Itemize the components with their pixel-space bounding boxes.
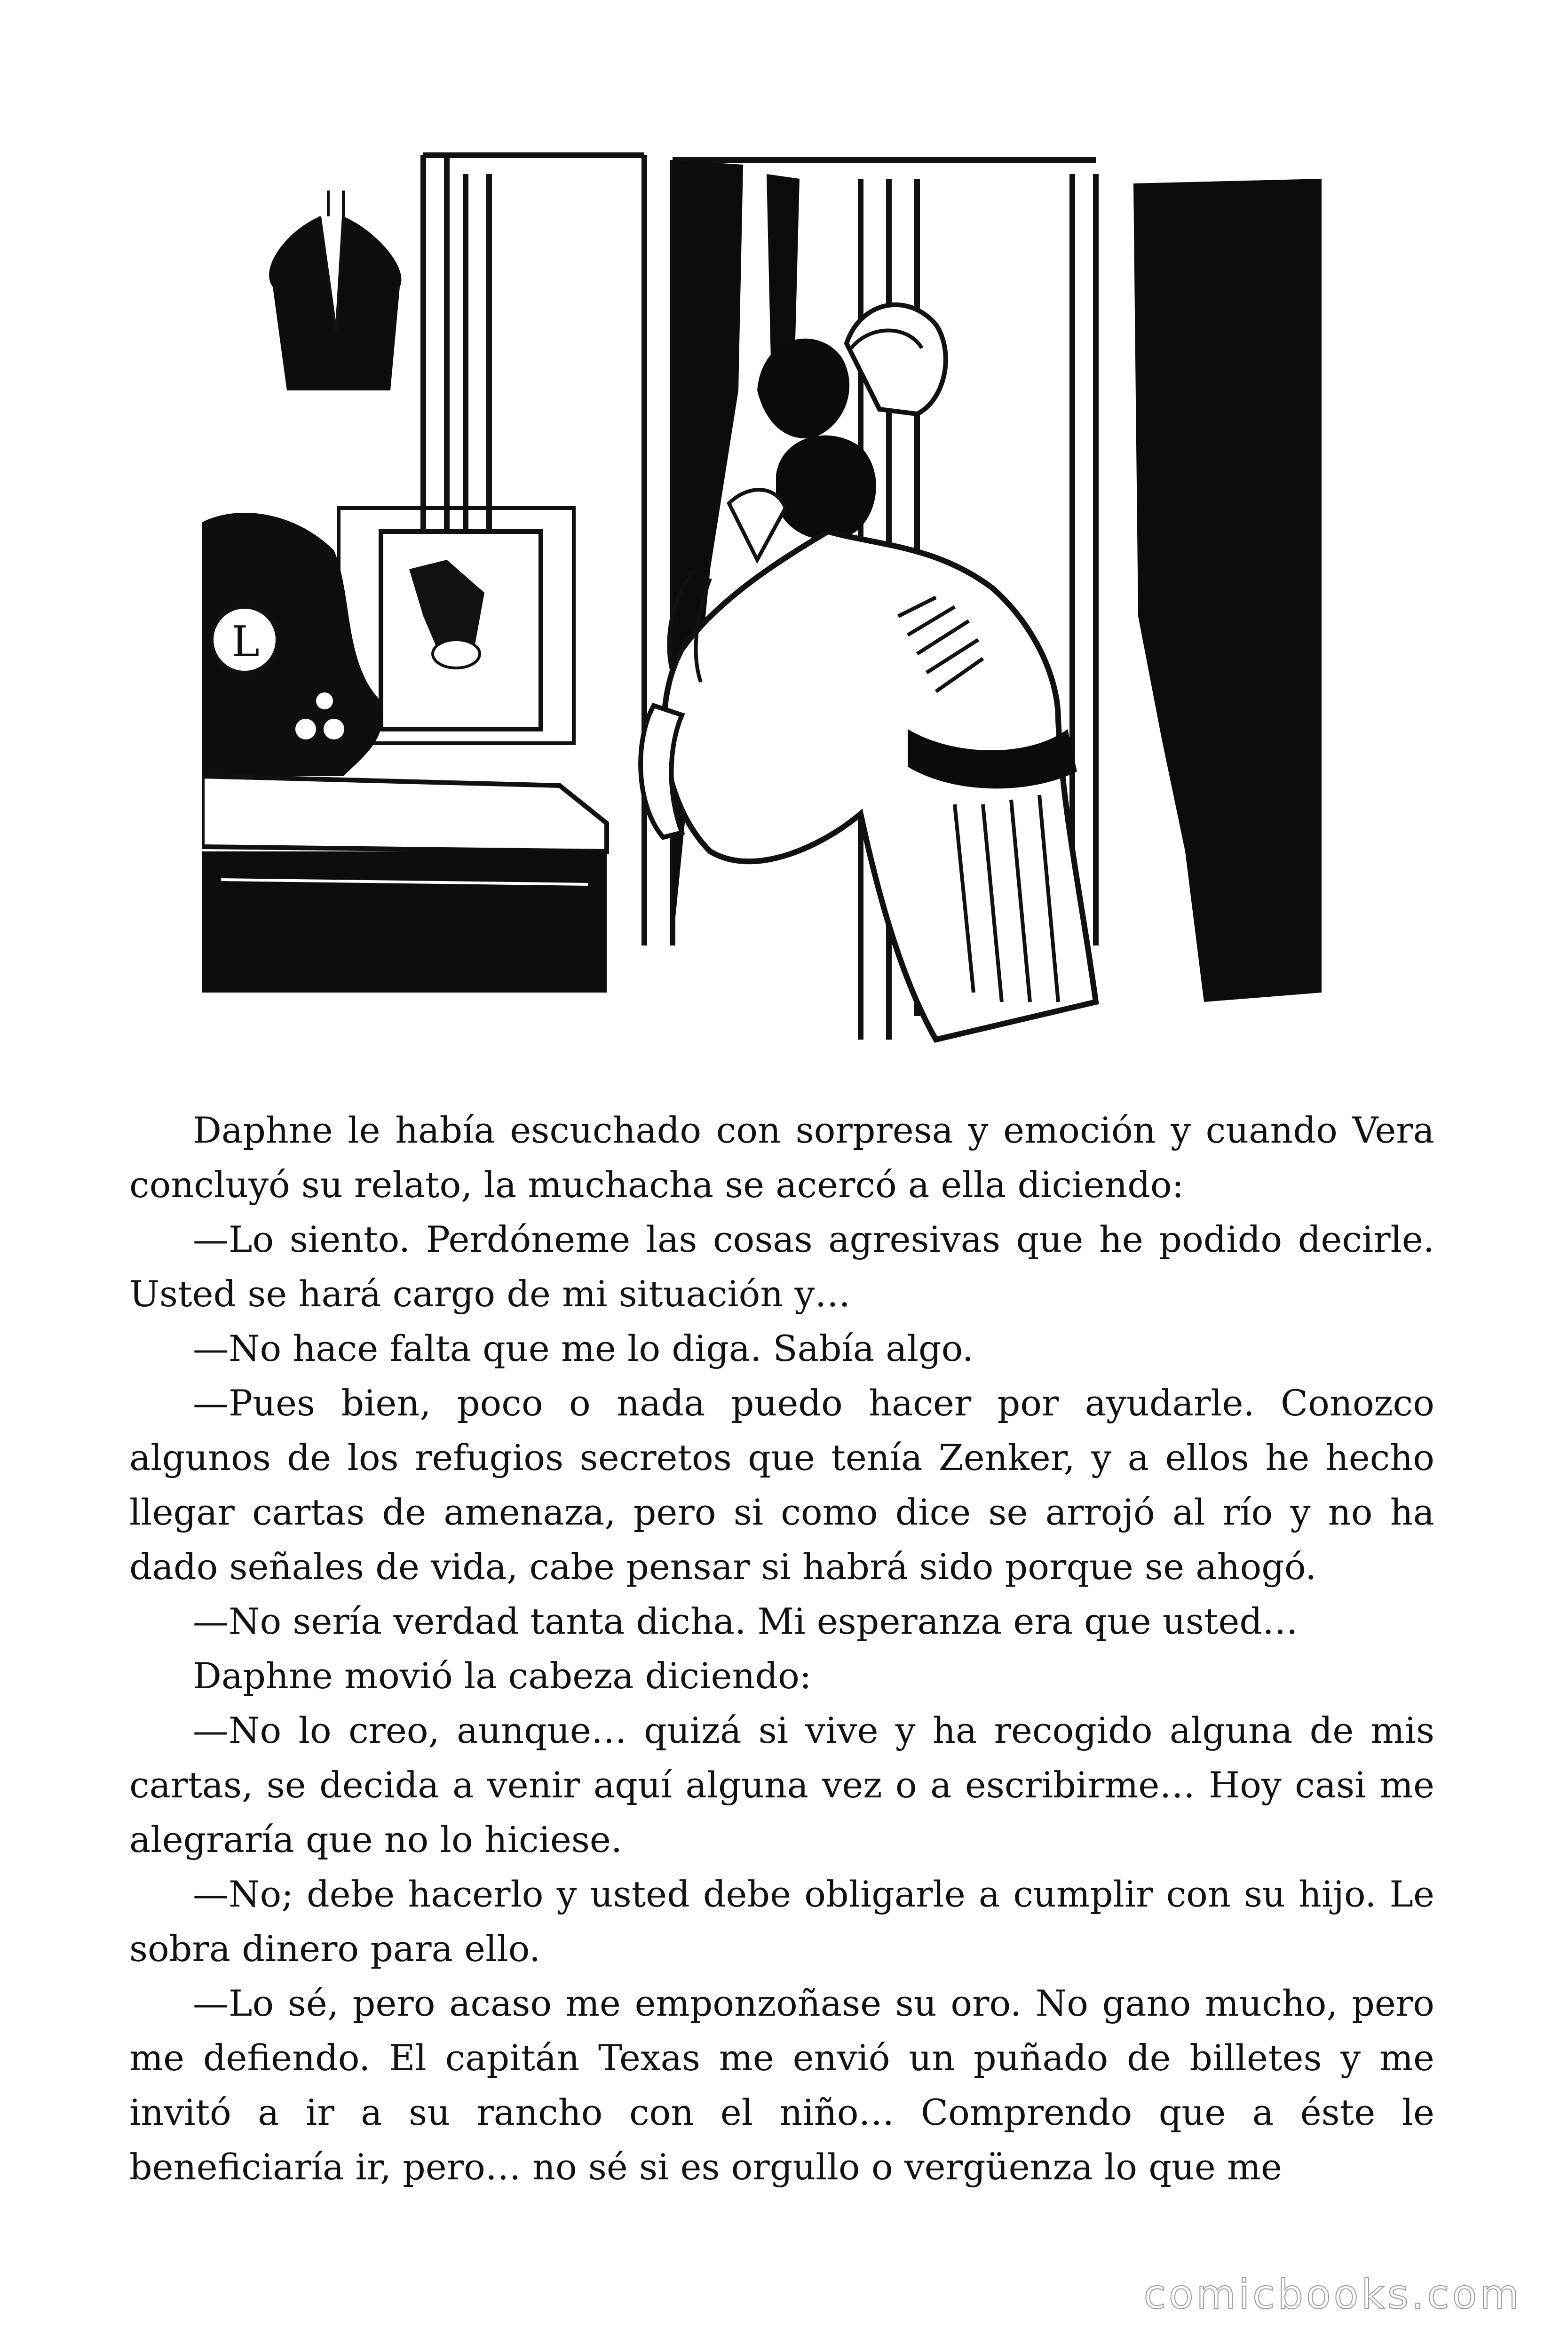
paragraph: —Lo sé, pero acaso me emponzoñase su oro. No gano mucho, pero me defiendo. El capitán Texas me envió un puñado de billetes y me invitó a ir a su rancho con el niño… Comprendo que a éste le beneficiaría ir, pero… no sé si es orgullo o vergüenza lo que me	[129, 1982, 1434, 2188]
paragraph: —No; debe hacerlo y usted debe obligarle a cumplir con su hijo. Le sobra dinero para ello.	[129, 1873, 1434, 1970]
mantel-clock	[202, 513, 383, 776]
watermark: comicbooks.com	[1143, 2271, 1522, 2318]
paragraph: —Pues bien, poco o nada puedo hacer por ayudarle. Conozco algunos de los refugios secretos que tenía Zenker, y a ellos he hecho llegar cartas de amenaza, pero si como dice se arrojó al río y no ha dado señales de vida, cabe pensar si habrá sido porque se ahogó.	[129, 1382, 1434, 1588]
paragraph: —No hace falta que me lo diga. Sabía algo.	[193, 1327, 974, 1369]
paragraph: Daphne movió la cabeza diciendo:	[193, 1655, 812, 1697]
svg-text:L: L	[231, 617, 260, 667]
paragraph: —No lo creo, aunque… quizá si vive y ha recogido alguna de mis cartas, se decida a venir aquí alguna vez o a escribirme… Hoy casi me alegraría que no lo hiciese.	[129, 1709, 1434, 1860]
hanging-jacket	[269, 191, 401, 390]
ink-illustration	[202, 146, 1322, 1077]
paragraph: —Lo siento. Perdóneme las cosas agresivas que he podido decirle. Usted se hará cargo de mi situación y…	[129, 1218, 1434, 1315]
dark-doorway	[1133, 179, 1322, 1002]
paragraph: —No sería verdad tanta dicha. Mi esperanza era que usted…	[193, 1600, 1299, 1642]
body-text	[129, 1103, 1434, 2194]
side-table	[202, 776, 607, 993]
paragraph: Daphne le había escuchado con sorpresa y emoción y cuando Vera concluyó su relato, la muchacha se acercó a ella diciendo:	[129, 1109, 1434, 1206]
